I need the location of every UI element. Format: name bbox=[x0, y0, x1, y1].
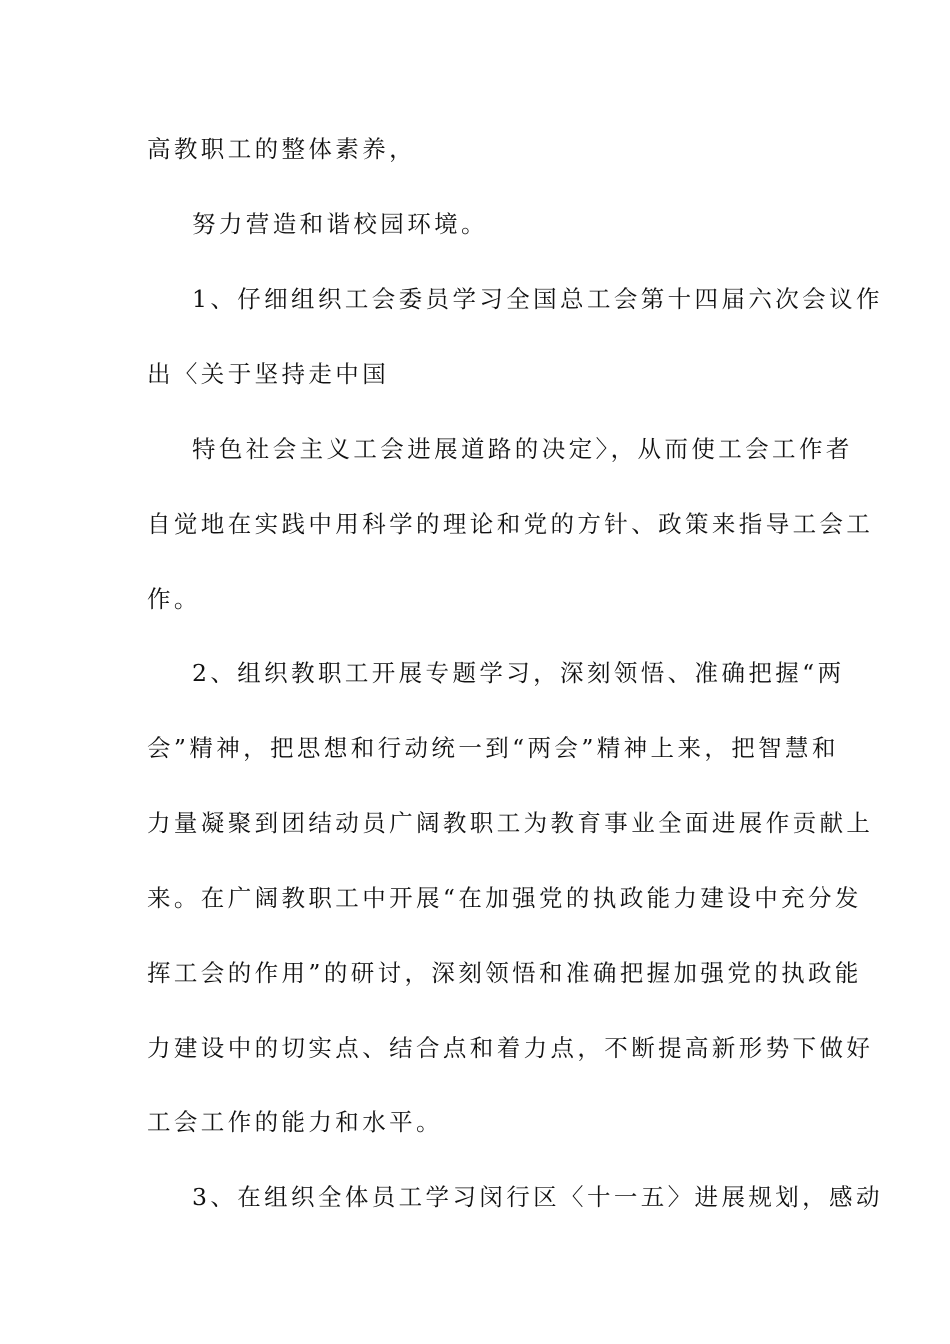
text-line-10: 力量凝聚到团结动员广阔教职工为教育事业全面进展作贡献上 bbox=[147, 809, 874, 837]
text-line-13: 力建设中的切实点、结合点和着力点，不断提高新形势下做好 bbox=[147, 1034, 874, 1062]
text-line-15: 3、在组织全体员工学习闵行区〈十一五〉进展规划，感动 bbox=[192, 1183, 883, 1211]
text-line-3: 1、仔细组织工会委员学习全国总工会第十四届六次会议作 bbox=[192, 285, 883, 313]
text-line-6: 自觉地在实践中用科学的理论和党的方针、政策来指导工会工 bbox=[147, 510, 874, 538]
text-line-11: 来。在广阔教职工中开展“在加强党的执政能力建设中充分发 bbox=[147, 884, 862, 912]
text-line-2: 努力营造和谐校园环境。 bbox=[192, 210, 488, 238]
text-line-7: 作。 bbox=[147, 585, 201, 613]
text-line-1: 高教职工的整体素养， bbox=[147, 135, 416, 163]
text-line-12: 挥工会的作用”的研讨，深刻领悟和准确把握加强党的执政能 bbox=[147, 959, 862, 987]
text-line-8: 2、组织教职工开展专题学习，深刻领悟、准确把握“两 bbox=[192, 659, 845, 687]
text-line-9: 会”精神，把思想和行动统一到“两会”精神上来，把智慧和 bbox=[147, 734, 839, 762]
text-line-4: 出〈关于坚持走中国 bbox=[147, 360, 390, 388]
text-line-14: 工会工作的能力和水平。 bbox=[147, 1108, 443, 1136]
text-line-5: 特色社会主义工会进展道路的决定〉，从而使工会工作者 bbox=[192, 435, 853, 463]
